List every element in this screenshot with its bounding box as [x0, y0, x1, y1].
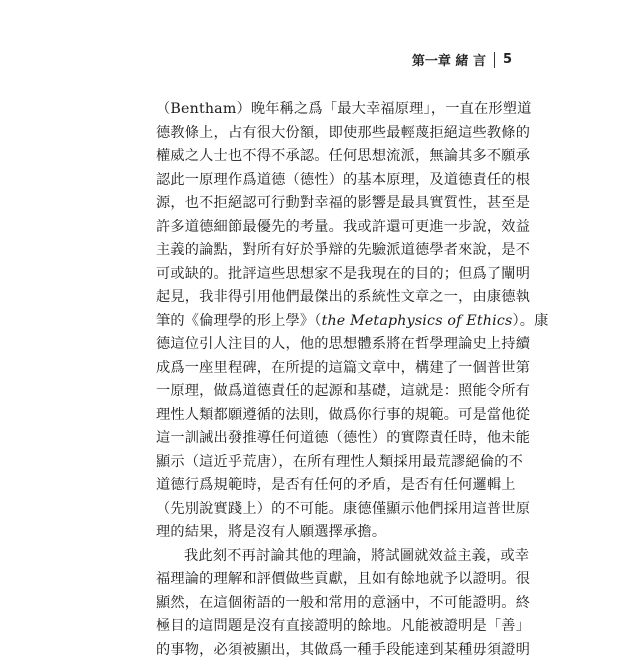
text-line: 我此刻不再討論其他的理論，將試圖就效益主義，或幸	[156, 545, 484, 569]
text-line: 理性人類都願遵循的法則，做爲你行事的規範。可是當他從	[156, 404, 484, 428]
page-number: 5	[503, 52, 512, 67]
text-line: 可或缺的。批評這些思想家不是我現在的目的；但爲了闡明	[156, 263, 484, 287]
text-line: 權威之人士也不得不承認。任何思想流派，無論其多不願承	[156, 145, 484, 169]
body-text	[156, 98, 484, 662]
text-line: 主義的論點，對所有好於爭辯的先驗派道德學者來說，是不	[156, 239, 484, 263]
text-line: 這一訓誡出發推導任何道德（德性）的實際責任時，他未能	[156, 427, 484, 451]
text-line: 認此一原理作爲道德（德性）的基本原理，及道德責任的根	[156, 169, 484, 193]
chapter-title: 第一章 緒 言	[412, 50, 486, 69]
text-line: 福理論的理解和評價做些貢獻，且如有餘地就予以證明。很	[156, 568, 484, 592]
text-line: （Bentham）晚年稱之爲「最大幸福原理」，一直在形塑道	[156, 98, 484, 122]
paragraph-1	[156, 98, 484, 545]
text-line: 道德行爲規範時，是否有任何的矛盾，是否有任何邏輯上	[156, 474, 484, 498]
text-line: 顯示（這近乎荒唐），在所有理性人類採用最荒謬絕倫的不	[156, 451, 484, 475]
text-line: 一原理，做爲道德責任的起源和基礎，這就是：照能令所有	[156, 380, 484, 404]
text-line: 顯然，在這個術語的一般和常用的意涵中，不可能證明。終	[156, 592, 484, 616]
english-title: the Metaphysics of Ethics	[322, 313, 513, 329]
text-line: 成爲一座里程碑，在所提的這篇文章中，構建了一個普世第	[156, 357, 484, 381]
running-header	[412, 50, 512, 69]
paragraph-2	[156, 545, 484, 662]
text-line: 德這位引人注目的人，他的思想體系將在哲學理論史上持續	[156, 333, 484, 357]
header-divider	[494, 52, 495, 68]
text-line: 許多道德細節最優先的考量。我或許還可更進一步說，效益	[156, 216, 484, 240]
text-line: 起見，我非得引用他們最傑出的系統性文章之一，由康德執	[156, 286, 484, 310]
text-line: 極目的這問題是沒有直接證明的餘地。凡能被證明是「善」	[156, 615, 484, 639]
text-line: 理的結果，將是沒有人願選擇承擔。	[156, 521, 484, 545]
text-line: 筆的《倫理學的形上學》（the Metaphysics of Ethics）。康	[156, 310, 484, 334]
text-line: 德教條上，占有很大份額，即使那些最輕蔑拒絕這些教條的	[156, 122, 484, 146]
text-line: 源，也不拒絕認可行動對幸福的影響是最具實質性，甚至是	[156, 192, 484, 216]
text-line: （先別說實踐上）的不可能。康德僅顯示他們採用這普世原	[156, 498, 484, 522]
text-line: 的事物，必須被顯出，其做爲一種手段能達到某種毋須證明	[156, 639, 484, 662]
